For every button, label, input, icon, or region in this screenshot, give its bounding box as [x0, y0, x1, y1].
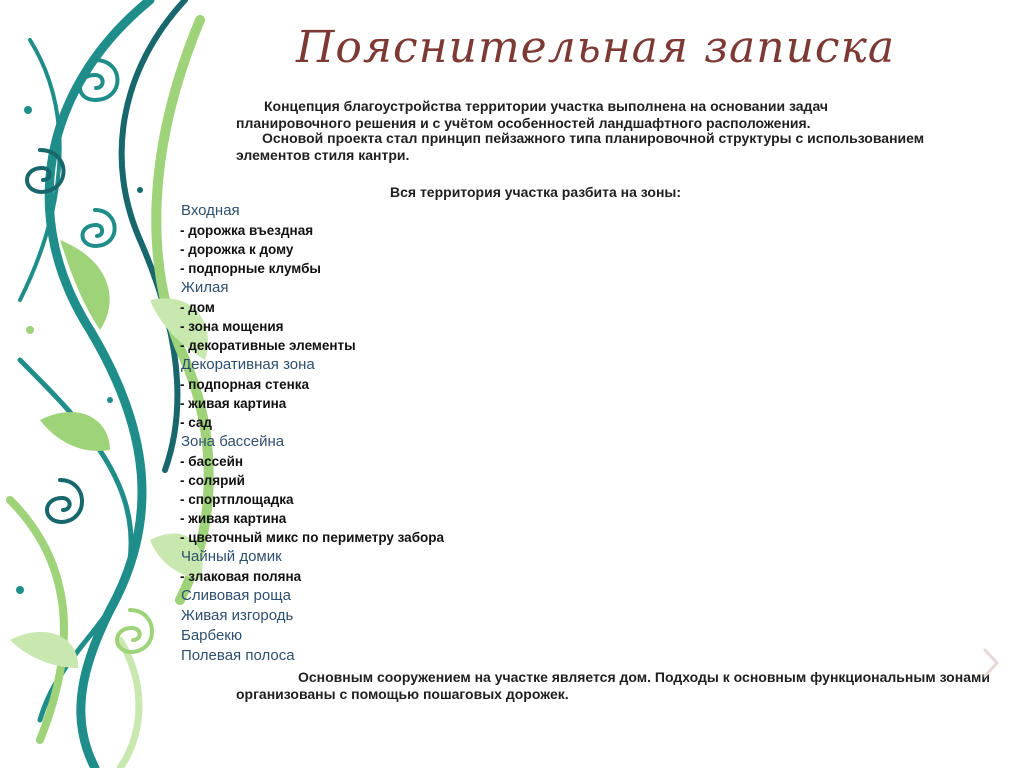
- zones-list: [176, 201, 696, 666]
- zones-intro-heading: Вся территория участка разбита на зоны:: [390, 184, 682, 200]
- zone-heading: Чайный домик: [181, 548, 282, 565]
- zone-heading: Жилая: [181, 279, 229, 296]
- intro-paragraph: Концепция благоустройства территории участка выполнена на основании задач планировочного решения и с учётом особенностей ландшафтного расположения.: [236, 98, 829, 131]
- zone-item: - живая картина: [180, 511, 287, 526]
- zone-item: - зона мощения: [180, 319, 284, 334]
- zone-item: - подпорные клумбы: [180, 261, 321, 276]
- zone-heading: Барбекю: [181, 627, 243, 644]
- next-slide-arrow-icon[interactable]: [982, 648, 1000, 678]
- zone-item: - дорожка въездная: [180, 223, 314, 238]
- zone-heading: Полевая полоса: [181, 647, 295, 664]
- zone-heading: Сливовая роща: [181, 587, 291, 604]
- basis-paragraph: Основой проекта стал принцип пейзажного типа планировочной структуры с использованием элементов стиля кантри.: [236, 130, 925, 163]
- zone-item: - дом: [180, 300, 215, 315]
- zone-item: - злаковая поляна: [180, 569, 302, 584]
- zone-item: - цветочный микс по периметру забора: [180, 530, 445, 545]
- zone-item: - сад: [180, 415, 212, 430]
- page-title: Пояснительная записка: [296, 22, 896, 73]
- zone-item: - живая картина: [180, 396, 287, 411]
- zone-item: - бассейн: [180, 454, 244, 469]
- zone-heading: Входная: [181, 202, 240, 219]
- zone-heading: Живая изгородь: [181, 607, 294, 624]
- zone-heading: Декоративная зона: [181, 356, 315, 373]
- closing-paragraph: Основным сооружением на участке является дом. Подходы к основным функциональным зонами организованы с помощью пошаговых дорожек.: [236, 669, 990, 702]
- zone-item: - декоративные элементы: [180, 338, 356, 353]
- zone-item: - дорожка к дому: [180, 242, 294, 257]
- zone-item: - солярий: [180, 473, 245, 488]
- zone-item: - подпорная стенка: [180, 377, 310, 392]
- zone-heading: Зона бассейна: [181, 433, 285, 450]
- zone-item: - спортплощадка: [180, 492, 294, 507]
